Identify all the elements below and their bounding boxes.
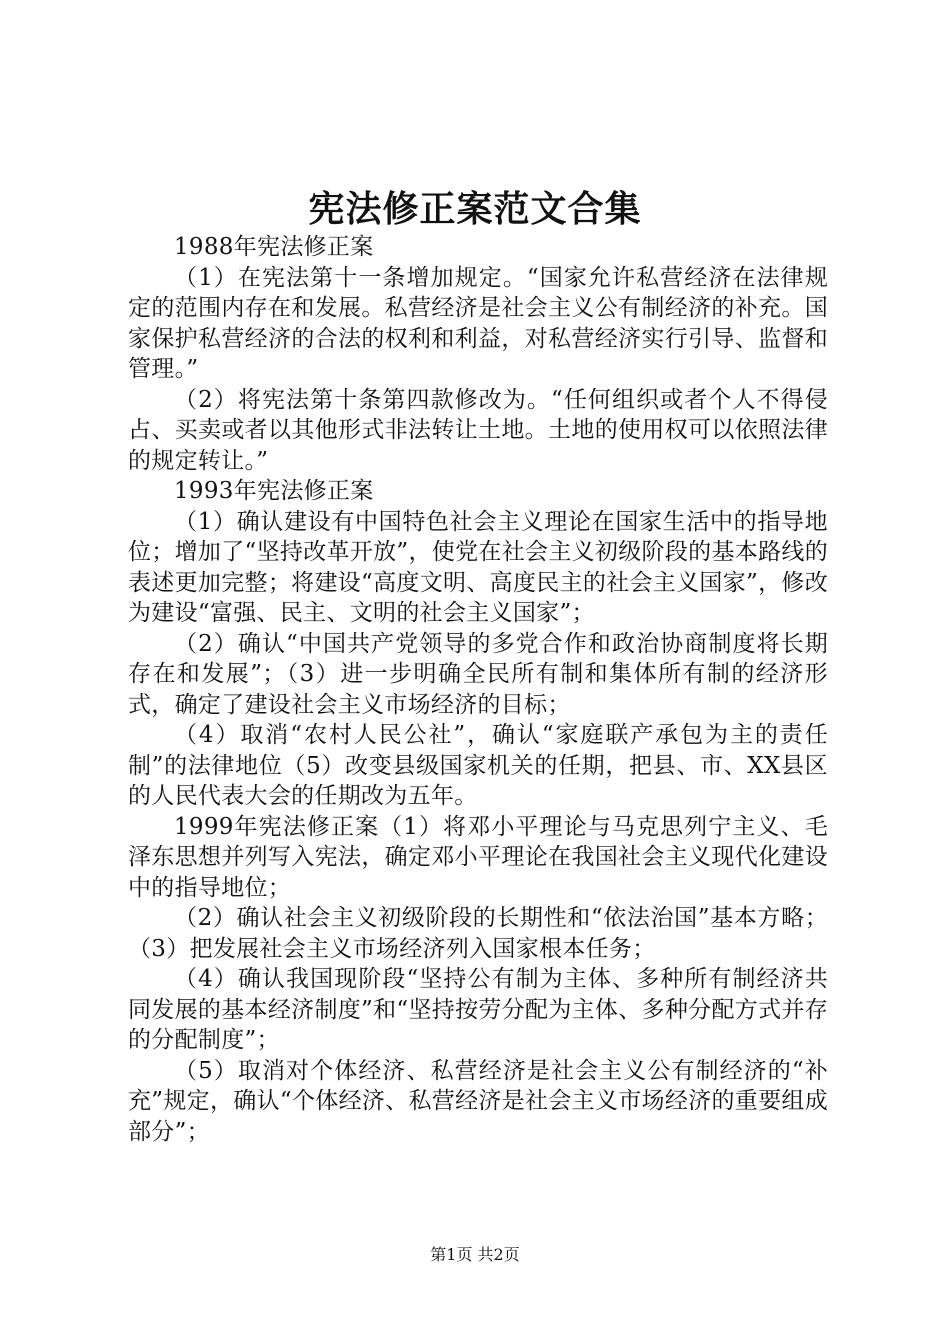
document-title: 宪法修正案范文合集 [308,188,642,230]
page-number-footer: 第1页 共2页 [430,1245,520,1264]
section-heading-1988: 1988年宪法修正案 [174,234,374,260]
document-body [128,232,828,1147]
paragraph-1988-item-2: （2）将宪法第十条第四款修改为。“任何组织或者个人不得侵占、买卖或者以其他形式非法转让土地。土地的使用权可以依照法律的规定转让。” [128,386,828,474]
paragraph-1988-item-1: （1）在宪法第十一条增加规定。“国家允许私营经济在法律规定的范围内存在和发展。私营经济是社会主义公有制经济的补充。国家保护私营经济的合法的权利和利益，对私营经济实行引导、监督和管理。” [128,264,828,382]
paragraph-1993-item-2-3: （2）确认“中国共产党领导的多党合作和政治协商制度将长期存在和发展”；（3）进一步明确全民所有制和集体所有制的经济形式，确定了建设社会主义市场经济的目标； [128,630,828,718]
paragraph-1999-item-5: （5）取消对个体经济、私营经济是社会主义公有制经济的“补充”规定，确认“个体经济、私营经济是社会主义市场经济的重要组成部分”； [128,1057,828,1145]
paragraph-1999-item-4: （4）确认我国现阶段“坚持公有制为主体、多种所有制经济共同发展的基本经济制度”和“坚持按劳分配为主体、多种分配方式并存的分配制度”； [128,966,828,1053]
paragraph-1999-item-1: 1999年宪法修正案（1）将邓小平理论与马克思列宁主义、毛泽东思想并列写入宪法，确定邓小平理论在我国社会主义现代化建设中的指导地位； [128,813,828,901]
paragraph-1993-item-4-5: （4）取消“农村人民公社”，确认“家庭联产承包为主的责任制”的法律地位（5）改变县级国家机关的任期，把县、市、XX县区的人民代表大会的任期改为五年。 [128,722,828,809]
paragraph-1999-item-2-3: （2）确认社会主义初级阶段的长期性和“依法治国”基本方略；（3）把发展社会主义市场经济列入国家根本任务； [128,905,828,962]
section-heading-1993: 1993年宪法修正案 [174,478,374,504]
paragraph-1993-item-1: （1）确认建设有中国特色社会主义理论在国家生活中的指导地位；增加了“坚持改革开放”，使党在社会主义初级阶段的基本路线的表述更加完整；将建设“高度文明、高度民主的社会主义国家”，修改为建设“富强、民主、文明的社会主义国家”； [128,508,828,626]
